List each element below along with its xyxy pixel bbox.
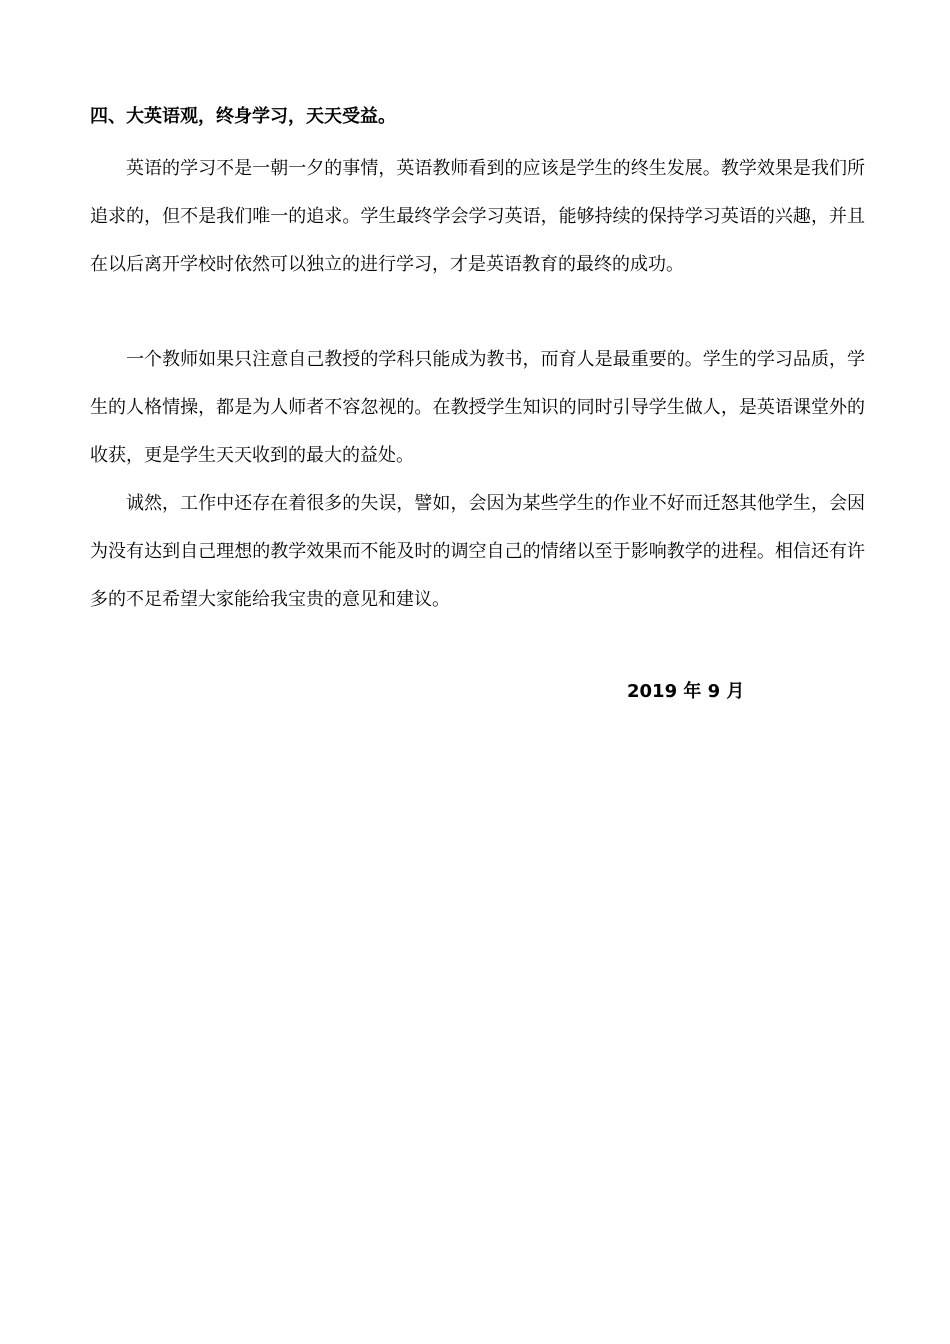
paragraph-educating-people: 一个教师如果只注意自己教授的学科只能成为教书，而育人是最重要的。学生的学习品质，学生的人格情操，都是为人师者不容忽视的。在教授学生知识的同时引导学生做人，是英语课堂外的收获，更是学生天天收到的最大的益处。 xyxy=(90,349,865,466)
paragraph-shortcomings: 诚然，工作中还存在着很多的失误，譬如，会因为某些学生的作业不好而迁怒其他学生，会因为没有达到自己理想的教学效果而不能及时的调空自己的情绪以至于影响教学的进程。相信还有许多的不足希望大家能给我宝贵的意见和建议。 xyxy=(90,493,865,610)
section-heading: 四、大英语观，终身学习，天天受益。 xyxy=(90,106,396,127)
document-date: 2019 年 9 月 xyxy=(627,681,745,702)
paragraph-lifelong-learning: 英语的学习不是一朝一夕的事情，英语教师看到的应该是学生的终生发展。教学效果是我们所追求的，但不是我们唯一的追求。学生最终学会学习英语，能够持续的保持学习英语的兴趣，并且在以后离开学校时依然可以独立的进行学习，才是英语教育的最终的成功。 xyxy=(90,158,865,275)
document-body xyxy=(90,102,865,624)
